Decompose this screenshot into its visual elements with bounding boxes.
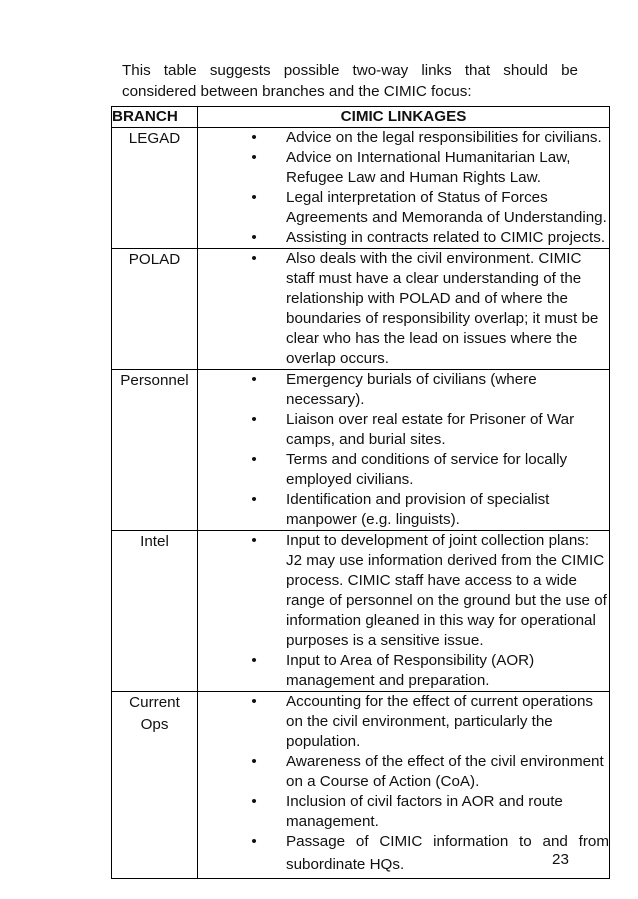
bullet-icon: • xyxy=(251,753,257,770)
linkages-cell xyxy=(198,370,610,531)
bullet-icon: • xyxy=(251,532,257,549)
list-item xyxy=(198,531,609,651)
list-item xyxy=(198,370,609,410)
bullet-icon: • xyxy=(251,411,257,428)
list-item-text: Terms and conditions of service for locally employed civilians. xyxy=(286,451,568,488)
list-item-text: Liaison over real estate for Prisoner of War camps, and burial sites. xyxy=(286,411,575,448)
table-row-legad xyxy=(112,128,610,249)
list-item xyxy=(198,128,609,148)
list-item-text: Also deals with the civil environment. CIMIC staff must have a clear understanding of the relationship with POLAD and of where the boundaries of responsibility overlap; it must be clear who has the lead on issues where the overlap occurs. xyxy=(286,250,599,367)
list-item-text: Passage of CIMIC information to and from xyxy=(286,833,609,850)
branch-cell xyxy=(112,531,198,692)
linkage-list xyxy=(198,249,609,369)
list-item xyxy=(198,490,609,530)
intro-line-1: This table suggests possible two-way links that should be considered xyxy=(122,62,578,100)
table-row-intel xyxy=(112,531,610,692)
list-item xyxy=(198,792,609,832)
table-row-current-ops xyxy=(112,692,610,879)
bullet-icon: • xyxy=(251,129,257,146)
list-item-text: Inclusion of civil factors in AOR and route management. xyxy=(286,793,563,830)
list-item-text: Identification and provision of specialist manpower (e.g. linguists). xyxy=(286,491,550,528)
bullet-icon: • xyxy=(251,793,257,810)
list-item-text: Legal interpretation of Status of Forces Agreements and Memoranda of Understanding. xyxy=(286,189,607,226)
branch-name: LEGAD xyxy=(128,130,181,147)
branch-name: POLAD xyxy=(128,251,181,268)
branch-name: Intel xyxy=(140,533,169,550)
branch-cell xyxy=(112,249,198,370)
list-item xyxy=(198,228,609,248)
bullet-icon: • xyxy=(251,491,257,508)
linkages-column-header: CIMIC LINKAGES xyxy=(198,107,610,128)
list-item xyxy=(198,148,609,188)
branch-cell xyxy=(112,370,198,531)
list-item-text: Advice on International Humanitarian Law, Refugee Law and Human Rights Law. xyxy=(286,149,571,186)
linkage-list xyxy=(198,128,609,248)
bullet-icon: • xyxy=(251,250,257,267)
list-item-text-continuation: subordinate HQs. xyxy=(286,856,405,873)
linkages-cell xyxy=(198,128,610,249)
bullet-icon: • xyxy=(251,652,257,669)
list-item-text: Assisting in contracts related to CIMIC projects. xyxy=(286,229,606,246)
list-item-text: Input to development of joint collection plans: J2 may use information derived from the CIMIC process. CIMIC staff have access to a wide range of personnel on the ground but the use of information gleaned in this way for operational purposes is a sensitive issue. xyxy=(286,532,607,649)
list-item-text: Accounting for the effect of current operations on the civil environment, particularly the population. xyxy=(286,693,594,750)
list-item xyxy=(198,692,609,752)
table-header-row xyxy=(112,107,610,128)
intro-paragraph xyxy=(122,60,578,102)
list-item-text: Input to Area of Responsibility (AOR) management and preparation. xyxy=(286,652,535,689)
table-row-polad xyxy=(112,249,610,370)
list-item-text: Emergency burials of civilians (where necessary). xyxy=(286,371,537,408)
bullet-icon: • xyxy=(251,189,257,206)
page-number: 23 xyxy=(552,851,569,868)
intro-line-2: between branches and the CIMIC focus: xyxy=(200,83,472,100)
table-row-personnel xyxy=(112,370,610,531)
list-item-text: Awareness of the effect of the civil environment on a Course of Action (CoA). xyxy=(286,753,604,790)
linkage-list xyxy=(198,531,609,691)
list-item xyxy=(198,651,609,691)
linkage-list xyxy=(198,692,609,878)
linkages-cell xyxy=(198,249,610,370)
bullet-icon: • xyxy=(251,451,257,468)
linkage-list xyxy=(198,370,609,530)
bullet-icon: • xyxy=(251,693,257,710)
bullet-icon: • xyxy=(251,833,257,850)
branch-cell xyxy=(112,692,198,879)
list-item xyxy=(198,249,609,369)
bullet-icon: • xyxy=(251,149,257,166)
list-item xyxy=(198,832,609,878)
linkages-cell xyxy=(198,531,610,692)
branch-name: Personnel xyxy=(120,372,189,389)
branch-cell xyxy=(112,128,198,249)
branch-column-header: BRANCH xyxy=(112,107,198,128)
list-item xyxy=(198,450,609,490)
bullet-icon: • xyxy=(251,371,257,388)
branch-name-line-1: Current xyxy=(129,694,180,711)
linkages-cell xyxy=(198,692,610,879)
branch-name-line-2: Ops xyxy=(140,716,169,733)
list-item xyxy=(198,188,609,228)
cimic-linkages-table xyxy=(111,106,610,879)
list-item xyxy=(198,410,609,450)
list-item xyxy=(198,752,609,792)
list-item-text: Advice on the legal responsibilities for civilians. xyxy=(286,129,602,146)
bullet-icon: • xyxy=(251,229,257,246)
